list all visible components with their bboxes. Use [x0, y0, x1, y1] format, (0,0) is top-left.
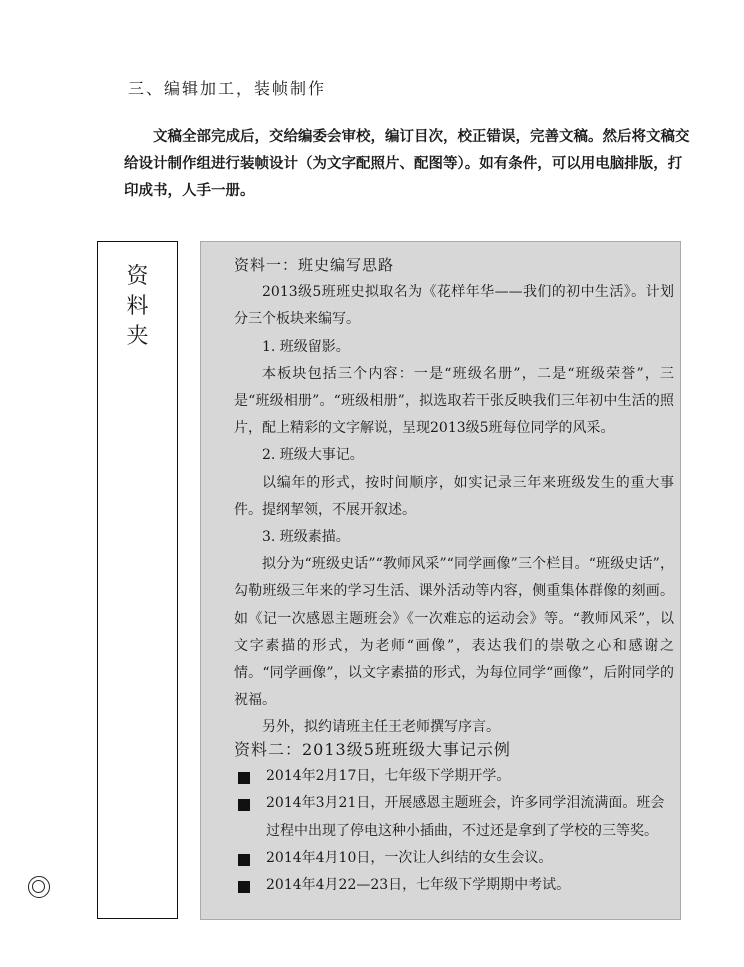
material-one-title: 资料一：班史编写思路	[234, 256, 395, 274]
item-text: 本板块包括三个内容：一是“班级名册”，二是“班级荣誉”，三是“班级相册”。“班级相册”，拟选取若干张反映我们三年初中生活的照片，配上精彩的文字解说，呈现2013级5班每位同学的风采。	[234, 365, 674, 437]
event-text: 2014年3月21日，开展感恩主题班会，许多同学泪流满面。班会过程中出现了停电这种小插曲，不过还是拿到了学校的三等奖。	[266, 795, 665, 839]
item-heading: 1. 班级留影。	[262, 338, 350, 355]
item-text: 以编年的形式，按时间顺序，如实记录三年来班级发生的重大事件。提纲挈领，不展开叙述。	[234, 474, 674, 518]
event-text: 2014年4月10日，一次让人纠结的女生会议。	[266, 849, 553, 866]
material-one-intro: 2013级5班班史拟取名为《花样年华——我们的初中生活》。计划分三个板块来编写。	[234, 284, 674, 328]
item-heading: 2. 班级大事记。	[262, 447, 364, 464]
item-heading: 3. 班级素描。	[262, 529, 350, 546]
square-bullet-icon	[238, 772, 250, 784]
folder-title: 资 料 夹	[126, 264, 149, 349]
square-bullet-icon	[238, 881, 250, 893]
event-item	[234, 763, 674, 790]
material-two	[234, 736, 674, 899]
section-heading: 三、编辑加工，装帧制作	[128, 79, 327, 98]
event-text: 2014年2月17日，七年级下学期开学。	[266, 768, 511, 785]
folder-tab	[97, 241, 178, 919]
material-one	[234, 252, 674, 742]
intro-paragraph: 文稿全部完成后，交给编委会审校，编订目次，校正错误，完善文稿。然后将文稿交给设计制作组进行装帧设计（为文字配照片、配图等）。如有条件，可以用电脑排版，打印成书，人手一册。	[124, 129, 690, 199]
event-item	[234, 872, 674, 899]
double-circle-icon	[28, 876, 50, 898]
event-item	[234, 845, 674, 872]
material-two-title: 资料二：2013级5班班级大事记示例	[234, 740, 511, 759]
event-text: 2014年4月22—23日，七年级下学期期中考试。	[266, 877, 571, 894]
item-text: 拟分为“班级史话”“教师风采”“同学画像”三个栏目。“班级史话”，勾勒班级三年来的学习生活、课外活动等内容，侧重集体群像的刻画。如《记一次感恩主题班会》《一次难忘的运动会》等。“教师风采”，以文字素描的形式，为老师“画像”，表达我们的崇敬之心和感谢之情。“同学画像”，以文字素描的形式，为每位同学“画像”，后附同学的祝福。	[234, 556, 674, 709]
square-bullet-icon	[238, 854, 250, 866]
material-one-extra: 另外，拟约请班主任王老师撰写序言。	[262, 719, 500, 736]
event-item	[234, 790, 674, 844]
square-bullet-icon	[238, 799, 250, 811]
